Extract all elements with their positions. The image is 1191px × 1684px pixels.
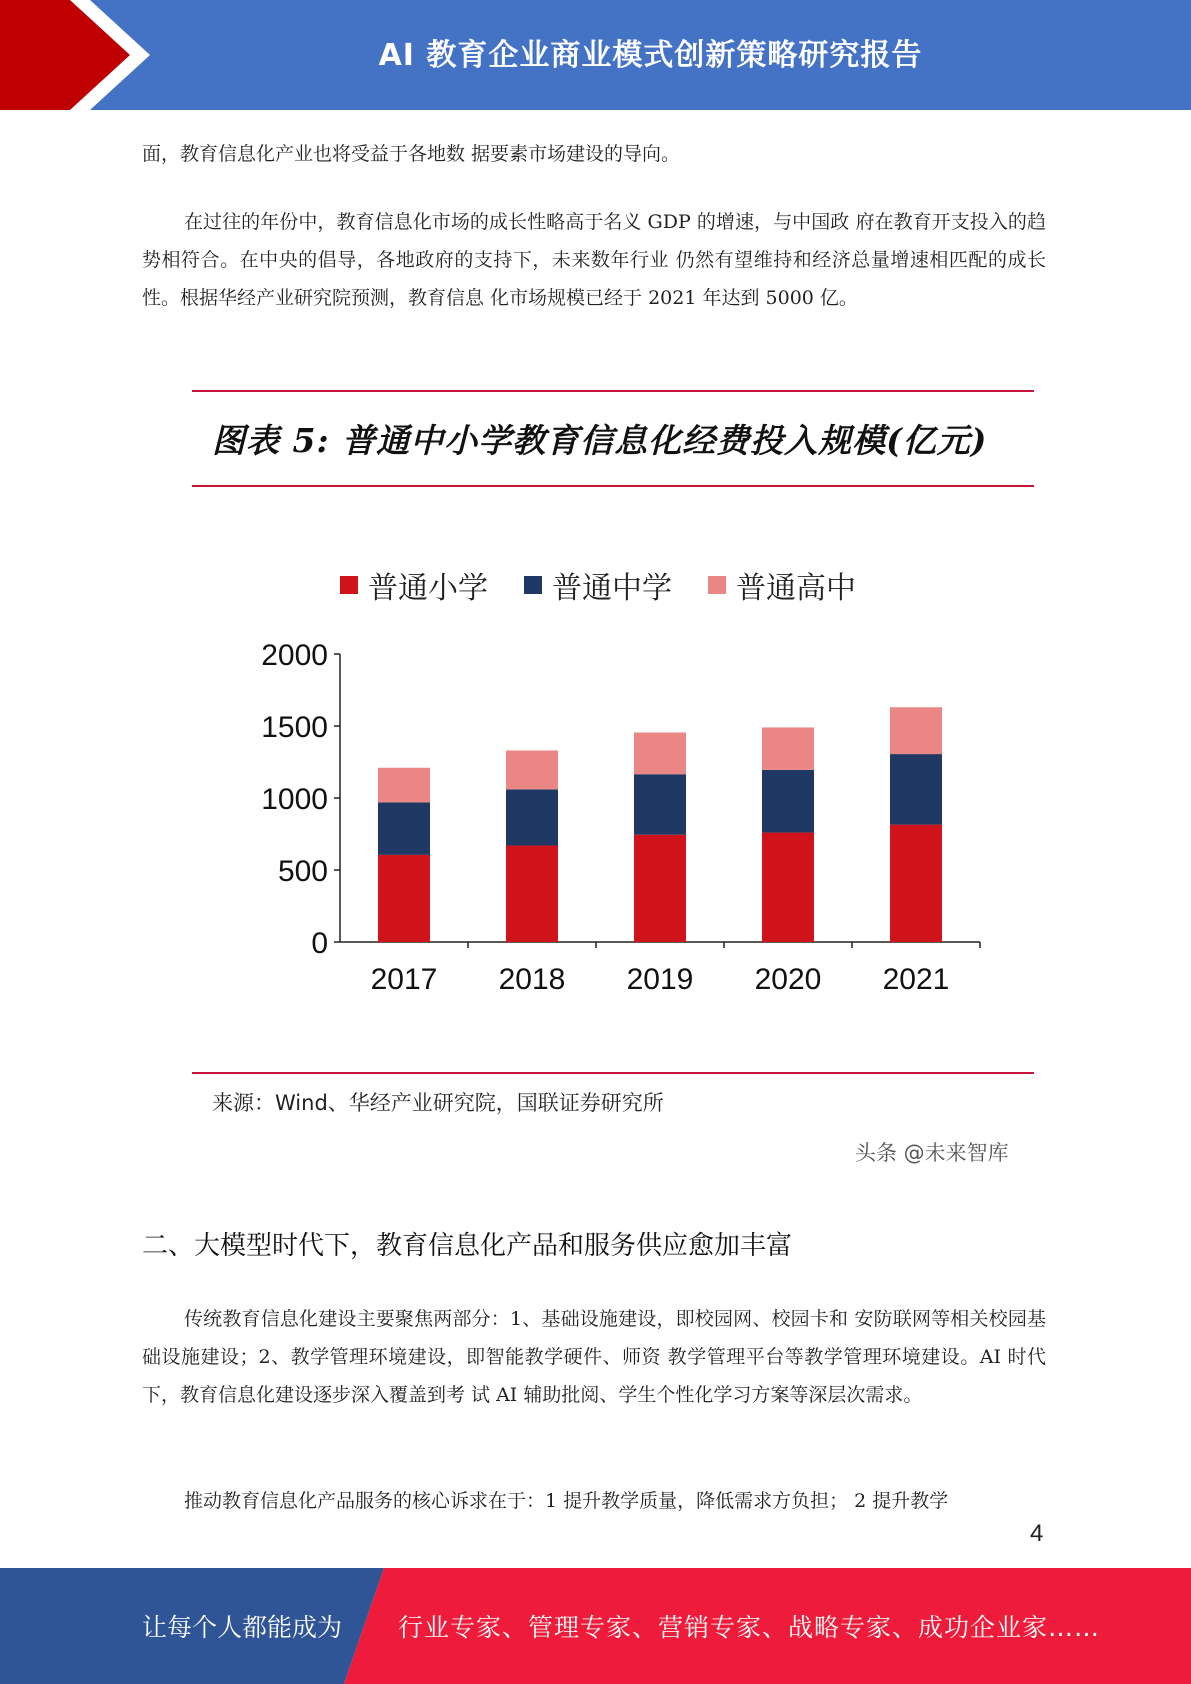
page-number: 4 bbox=[1030, 1520, 1044, 1547]
bar-segment-2019-2 bbox=[634, 732, 686, 774]
legend-item-primary bbox=[340, 563, 488, 607]
paragraph-core-demand: 推动教育信息化产品服务的核心诉求在于：1 提升教学质量，降低需求方负担； 2 提升教学 bbox=[184, 1490, 949, 1512]
bar-segment-2021-2 bbox=[890, 707, 942, 754]
legend-label-primary: 普通小学 bbox=[368, 571, 488, 606]
bar-segment-2021-0 bbox=[890, 825, 942, 942]
stacked-bar-chart bbox=[200, 620, 1000, 1020]
bar-segment-2017-2 bbox=[378, 768, 430, 803]
x-tick-label: 2017 bbox=[370, 963, 438, 996]
figure-bottom-rule bbox=[192, 1072, 1034, 1074]
y-tick-label: 1000 bbox=[261, 783, 328, 816]
footer-slogan-left: 让每个人都能成为 bbox=[142, 1613, 343, 1642]
bar-segment-2020-0 bbox=[762, 833, 814, 942]
bar-segment-2018-2 bbox=[506, 750, 558, 789]
y-tick-label: 500 bbox=[277, 855, 328, 888]
bar-segment-2020-1 bbox=[762, 770, 814, 833]
x-tick-label: 2018 bbox=[498, 963, 566, 996]
section-heading: 二、大模型时代下，教育信息化产品和服务供应愈加丰富 bbox=[142, 1231, 793, 1261]
paragraph-market-growth: 在过往的年份中，教育信息化市场的成长性略高于名义 GDP 的增速，与中国政 府在教育开支投入的趋势相符合。在中央的倡导，各地政府的支持下，未来数年行业 仍然有望维持和经济总量增速相匹配的成长性。根据华经产业研究院预测，教育信息 化市场规模已经于 2021 年达到 5000 亿。 bbox=[142, 211, 1046, 309]
x-tick-label: 2021 bbox=[882, 963, 950, 996]
page-header bbox=[0, 0, 1191, 110]
page-footer bbox=[0, 1568, 1191, 1684]
figure-top-rule bbox=[192, 390, 1034, 392]
y-tick-label: 0 bbox=[311, 927, 328, 960]
legend-swatch-high bbox=[708, 576, 726, 594]
bar-segment-2017-1 bbox=[378, 802, 430, 855]
bar-segment-2019-1 bbox=[634, 774, 686, 834]
figure-source: 来源：Wind、华经产业研究院，国联证券研究所 bbox=[212, 1091, 664, 1115]
watermark-text: 头条 @未来智库 bbox=[855, 1141, 1009, 1165]
legend-label-middle: 普通中学 bbox=[552, 571, 672, 606]
legend-item-middle bbox=[524, 563, 672, 607]
bar-segment-2018-0 bbox=[506, 846, 558, 942]
x-tick-label: 2019 bbox=[626, 963, 694, 996]
bar-segment-2020-2 bbox=[762, 727, 814, 769]
header-title: AI 教育企业商业模式创新策略研究报告 bbox=[378, 38, 923, 73]
bar-segment-2021-1 bbox=[890, 754, 942, 825]
bar-segment-2019-0 bbox=[634, 835, 686, 942]
legend-swatch-primary bbox=[340, 576, 358, 594]
x-tick-label: 2020 bbox=[754, 963, 822, 996]
footer-slogan-right: 行业专家、管理专家、营销专家、战略专家、成功企业家…… bbox=[398, 1613, 1101, 1642]
paragraph-intro: 面，教育信息化产业也将受益于各地数 据要素市场建设的导向。 bbox=[142, 143, 681, 165]
figure-title: 图表 5: 普通中小学教育信息化经费投入规模(亿元) bbox=[212, 421, 988, 460]
y-tick-label: 2000 bbox=[261, 639, 328, 672]
figure-title-rule bbox=[192, 485, 1034, 487]
y-tick-label: 1500 bbox=[261, 711, 328, 744]
legend-item-high bbox=[708, 563, 856, 607]
bar-segment-2018-1 bbox=[506, 789, 558, 845]
bar-segment-2017-0 bbox=[378, 855, 430, 942]
legend-swatch-middle bbox=[524, 576, 542, 594]
chart-legend bbox=[340, 565, 892, 605]
legend-label-high: 普通高中 bbox=[736, 571, 856, 606]
paragraph-traditional-construction: 传统教育信息化建设主要聚焦两部分：1、基础设施建设，即校园网、校园卡和 安防联网等相关校园基础设施建设；2、教学管理环境建设，即智能教学硬件、师资 教学管理平台等教学管理环境建设。AI 时代下，教育信息化建设逐步深入覆盖到考 试 AI 辅助批阅、学生个性化学习方案等深层次需求。 bbox=[142, 1308, 1046, 1406]
